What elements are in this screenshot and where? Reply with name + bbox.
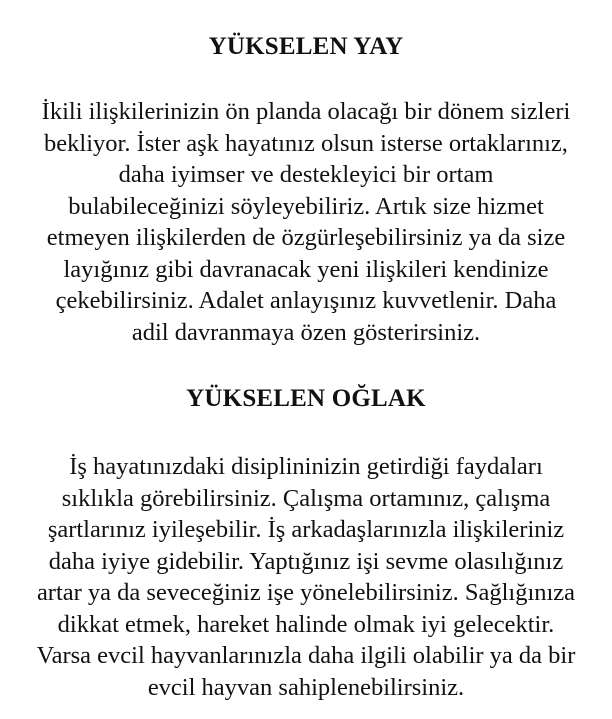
paragraph-line: daha iyimser ve destekleyici bir ortam <box>118 161 494 188</box>
paragraph-line: bulabileceğinizi söyleyebiliriz. Artık size hizmet <box>68 192 544 220</box>
paragraph-line: dikkat etmek, hareket halinde olmak iyi gelecektir. <box>57 610 555 638</box>
paragraph-line: bekliyor. İster aşk hayatınız olsun isterse ortaklarınız, <box>44 129 568 157</box>
paragraph-line: artar ya da seveceğiniz işe yönelebilirsiniz. Sağlığınıza <box>36 579 576 606</box>
paragraph-line: daha iyiye gidebilir. Yaptığınız işi sevme olasılığınız <box>48 547 564 575</box>
section-oglak <box>0 384 612 414</box>
paragraph-line: layığınız gibi davranacak yeni ilişkileri kendinize <box>63 255 549 283</box>
paragraph-line: şartlarınız iyileşebilir. İş arkadaşlarınızla ilişkileriniz <box>47 516 565 543</box>
section-paragraph <box>0 451 612 703</box>
paragraph-line: İş hayatınızdaki disiplininizin getirdiği faydaları <box>69 453 543 480</box>
section-yay-body <box>0 96 612 348</box>
section-paragraph <box>0 96 612 348</box>
paragraph-line: Varsa evcil hayvanlarınızla daha ilgili olabilir ya da bir <box>36 642 576 669</box>
paragraph-line: adil davranmaya özen gösterirsiniz. <box>131 318 481 346</box>
paragraph-line: evcil hayvan sahiplenebilirsiniz. <box>147 673 465 701</box>
section-title: YÜKSELEN OĞLAK <box>186 385 426 412</box>
section-title: YÜKSELEN YAY <box>208 33 404 60</box>
paragraph-line: sıklıkla görebilirsiniz. Çalışma ortamınız, çalışma <box>61 484 551 512</box>
section-oglak-body <box>0 451 612 703</box>
paragraph-line: çekebilirsiniz. Adalet anlayışınız kuvvetlenir. Daha <box>55 287 557 314</box>
section-yay <box>0 32 612 62</box>
paragraph-line: etmeyen ilişkilerden de özgürleşebilirsiniz ya da size <box>46 224 566 251</box>
paragraph-line: İkili ilişkilerinizin ön planda olacağı bir dönem sizleri <box>41 98 571 125</box>
